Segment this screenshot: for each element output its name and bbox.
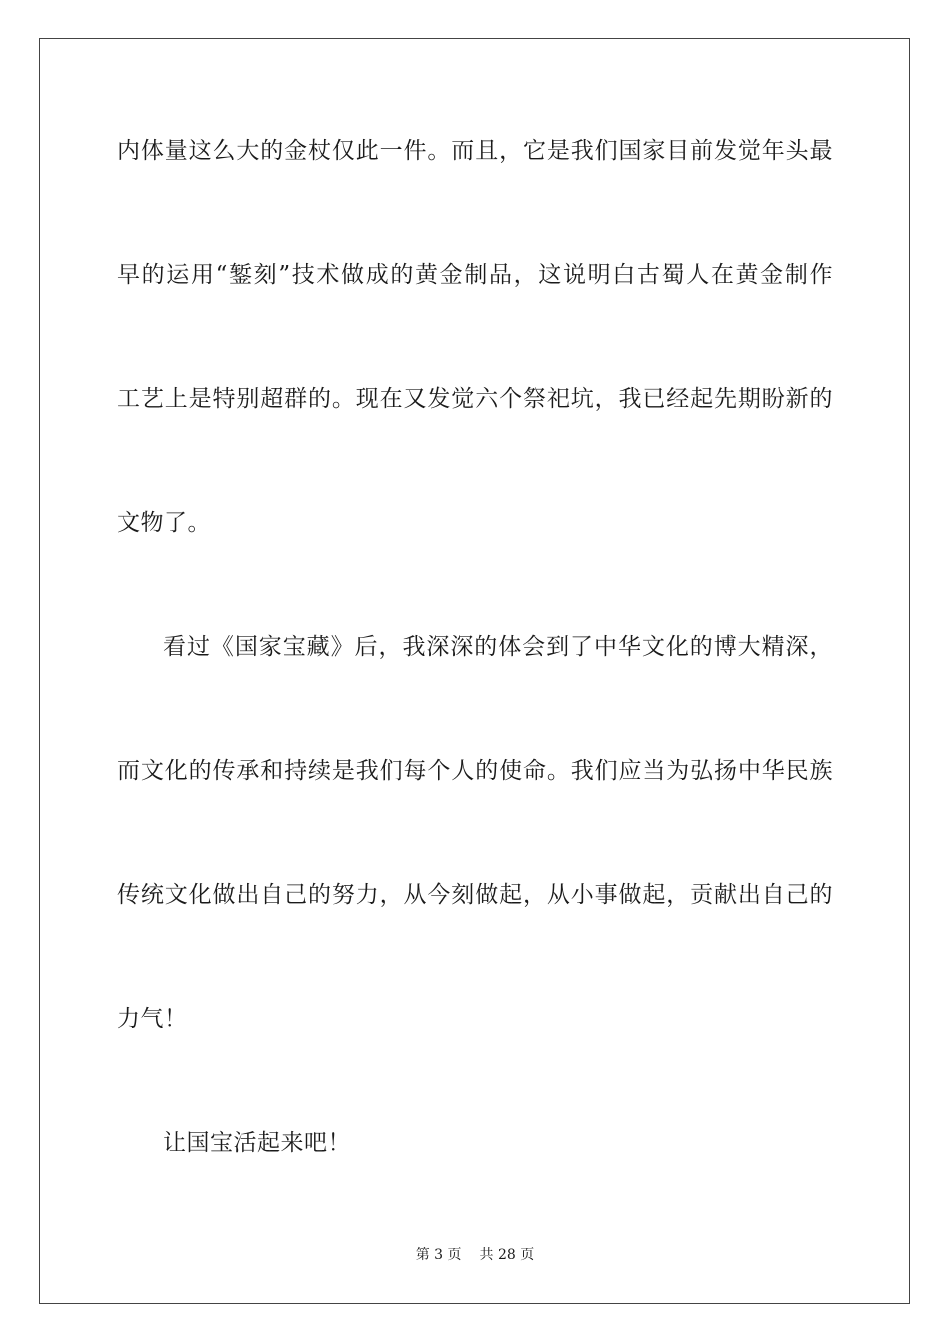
body-text-line: 文物了。 (117, 510, 211, 536)
page-frame (39, 38, 910, 1304)
body-text-line: 工艺上是特别超群的。现在又发觉六个祭祀坑，我已经起先期盼新的 (117, 386, 833, 412)
page-total: 共 28 页 (479, 1247, 535, 1263)
page-number: 第 3 页 (415, 1247, 462, 1263)
body-text-line: 内体量这么大的金杖仅此一件。而且，它是我们国家目前发觉年头最 (117, 138, 833, 164)
body-text-line: 传统文化做出自己的努力，从今刻做起，从小事做起，贡献出自己的 (117, 882, 833, 908)
paragraph-first-line: 让国宝活起来吧！ (163, 1130, 351, 1156)
body-text-line: 而文化的传承和持续是我们每个人的使命。我们应当为弘扬中华民族 (117, 758, 833, 784)
page-footer (0, 1246, 950, 1264)
body-text-line: 力气！ (117, 1006, 188, 1032)
body-text-line: 早的运用“錾刻”技术做成的黄金制品，这说明白古蜀人在黄金制作 (117, 262, 833, 288)
paragraph-first-line: 看过《国家宝藏》后，我深深的体会到了中华文化的博大精深， (163, 634, 833, 660)
